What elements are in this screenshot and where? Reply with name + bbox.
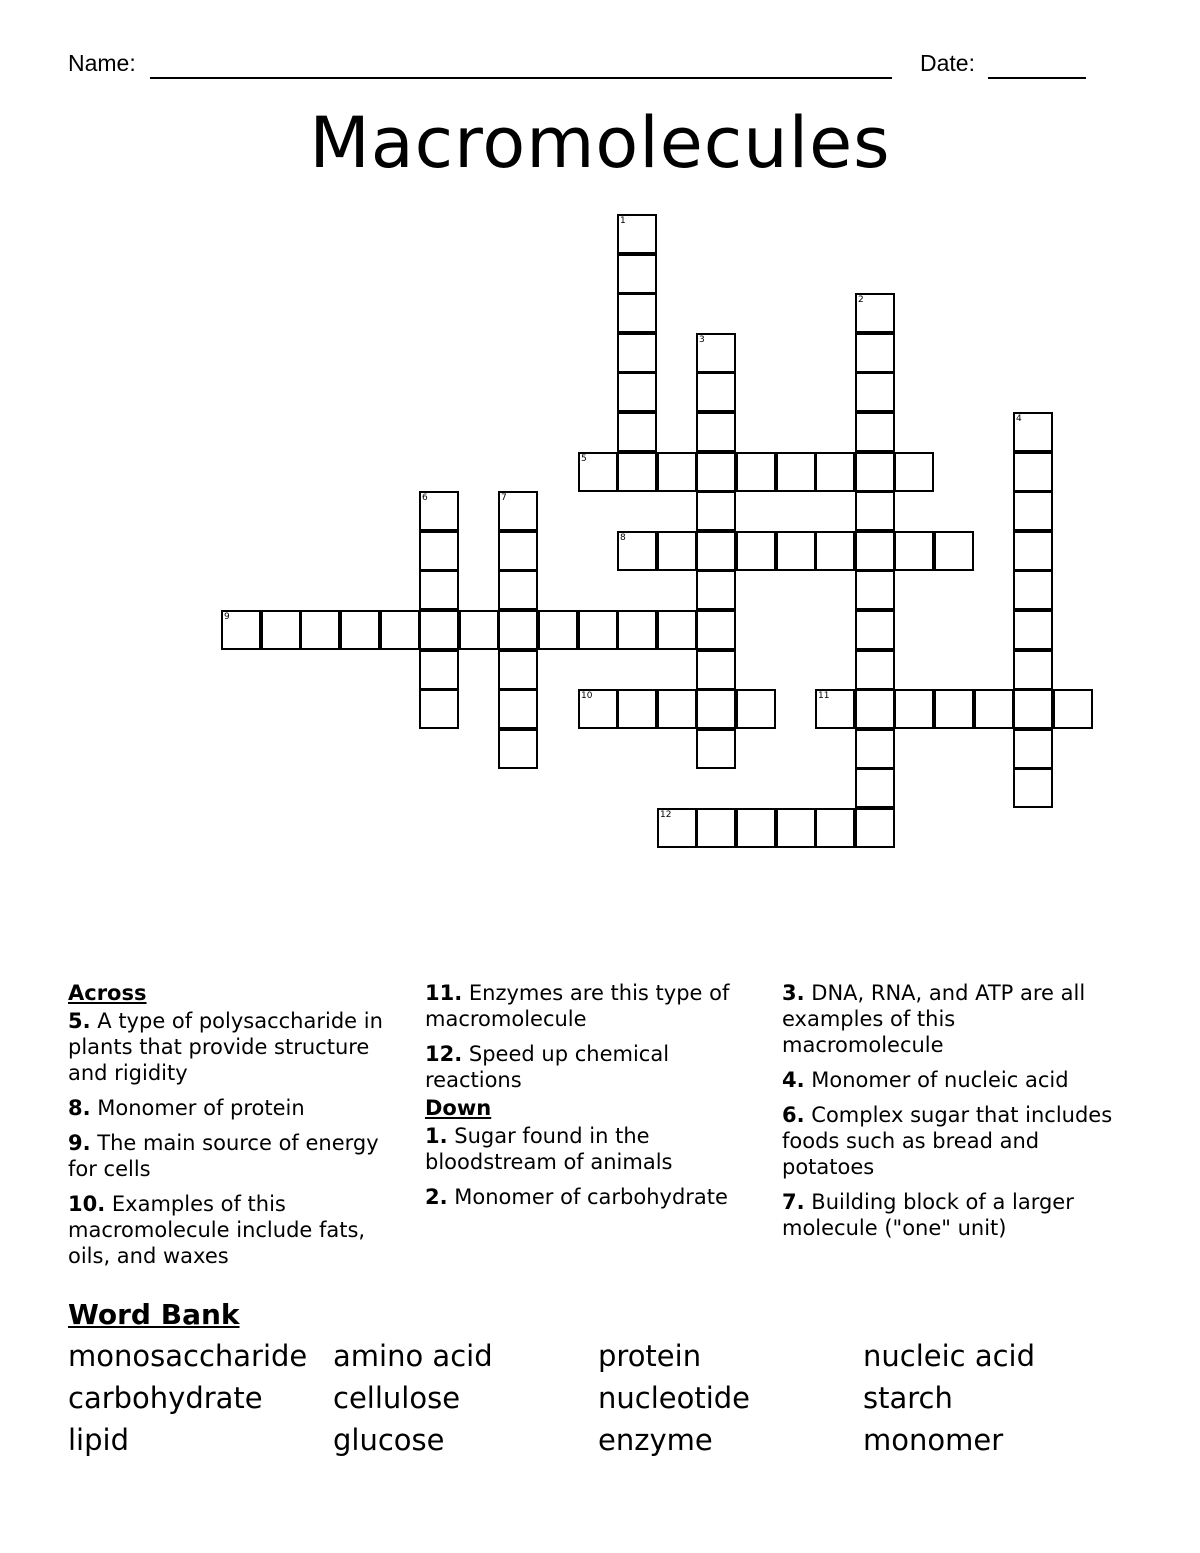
word-bank-list	[68, 1339, 1128, 1457]
crossword-cell[interactable]	[855, 531, 895, 571]
name-field[interactable]	[150, 77, 892, 79]
crossword-cell[interactable]	[736, 808, 776, 848]
clue-across-11: 11. Enzymes are this type of macromolecule	[425, 981, 730, 1031]
crossword-cell[interactable]	[498, 689, 538, 729]
crossword-cell[interactable]	[459, 610, 499, 650]
name-label: Name:	[68, 50, 136, 76]
crossword-cell[interactable]	[419, 650, 459, 690]
word-bank-item: amino acid	[333, 1339, 493, 1373]
cell-number: 2	[858, 295, 864, 305]
crossword-cell[interactable]	[1013, 412, 1053, 452]
crossword-cell[interactable]	[1053, 689, 1093, 729]
word-bank-item: glucose	[333, 1423, 445, 1457]
crossword-cell[interactable]	[617, 610, 657, 650]
crossword-cell[interactable]	[696, 372, 736, 412]
crossword-cell[interactable]	[855, 808, 895, 848]
crossword-cell[interactable]	[736, 531, 776, 571]
crossword-cell[interactable]	[894, 531, 934, 571]
crossword-cell[interactable]	[419, 491, 459, 531]
crossword-cell[interactable]	[815, 452, 855, 492]
cell-number: 12	[660, 810, 672, 820]
crossword-cell[interactable]	[657, 808, 697, 848]
clue-column-1	[68, 980, 408, 1278]
word-bank-item: starch	[863, 1381, 953, 1415]
cell-number: 10	[581, 691, 593, 701]
word-bank-item: nucleotide	[598, 1381, 751, 1415]
crossword-cell[interactable]	[617, 452, 657, 492]
crossword-cell[interactable]	[1013, 768, 1053, 808]
crossword-cell[interactable]	[696, 333, 736, 373]
crossword-cell[interactable]	[498, 729, 538, 769]
clue-down-1: 1. Sugar found in the bloodstream of animals	[425, 1124, 673, 1174]
crossword-cell[interactable]	[617, 372, 657, 412]
crossword-cell[interactable]	[657, 689, 697, 729]
word-bank-item: monosaccharide	[68, 1339, 308, 1373]
crossword-cell[interactable]	[261, 610, 301, 650]
crossword-cell[interactable]	[855, 452, 895, 492]
crossword-cell[interactable]	[340, 610, 380, 650]
clue-across-9: 9. The main source of energy for cells	[68, 1131, 379, 1181]
crossword-cell[interactable]	[696, 452, 736, 492]
clue-across-12: 12. Speed up chemical reactions	[425, 1042, 670, 1092]
crossword-cell[interactable]	[380, 610, 420, 650]
crossword-cell[interactable]	[657, 610, 697, 650]
crossword-cell[interactable]	[498, 531, 538, 571]
crossword-cell[interactable]	[578, 452, 618, 492]
crossword-cell[interactable]	[419, 689, 459, 729]
crossword-cell[interactable]	[696, 729, 736, 769]
crossword-cell[interactable]	[617, 689, 657, 729]
word-bank-item: carbohydrate	[68, 1381, 263, 1415]
crossword-cell[interactable]	[776, 531, 816, 571]
word-bank-item: enzyme	[598, 1423, 713, 1457]
cell-number: 6	[422, 493, 428, 503]
clue-across-8: 8. Monomer of protein	[68, 1096, 305, 1120]
cell-number: 5	[581, 454, 587, 464]
cell-number: 3	[699, 335, 705, 345]
crossword-cell[interactable]	[617, 254, 657, 294]
crossword-cell[interactable]	[538, 610, 578, 650]
crossword-cell[interactable]	[855, 650, 895, 690]
crossword-cell[interactable]	[498, 610, 538, 650]
crossword-cell[interactable]	[617, 531, 657, 571]
down-heading: Down	[425, 1096, 492, 1120]
crossword-cell[interactable]	[776, 452, 816, 492]
clue-down-6: 6. Complex sugar that includes foods such as bread and potatoes	[782, 1103, 1113, 1179]
word-bank-item: nucleic acid	[863, 1339, 1036, 1373]
crossword-cell[interactable]	[815, 689, 855, 729]
crossword-cell[interactable]	[934, 689, 974, 729]
clue-down-7: 7. Building block of a larger molecule ("one" unit)	[782, 1190, 1074, 1240]
clue-across-10: 10. Examples of this macromolecule include fats, oils, and waxes	[68, 1192, 366, 1268]
crossword-cell[interactable]	[894, 689, 934, 729]
word-bank-item: lipid	[68, 1423, 129, 1457]
crossword-cell[interactable]	[855, 372, 895, 412]
crossword-cell[interactable]	[696, 570, 736, 610]
crossword-cell[interactable]	[617, 293, 657, 333]
crossword-cell[interactable]	[1013, 650, 1053, 690]
crossword-cell[interactable]	[498, 570, 538, 610]
crossword-cell[interactable]	[578, 689, 618, 729]
clue-down-4: 4. Monomer of nucleic acid	[782, 1068, 1069, 1092]
crossword-cell[interactable]	[855, 333, 895, 373]
crossword-cell[interactable]	[974, 689, 1014, 729]
crossword-cell[interactable]	[1013, 531, 1053, 571]
crossword-cell[interactable]	[696, 808, 736, 848]
crossword-cell[interactable]	[617, 333, 657, 373]
cell-number: 1	[620, 216, 626, 226]
crossword-cell[interactable]	[855, 729, 895, 769]
crossword-cell[interactable]	[855, 768, 895, 808]
header-row	[68, 50, 1088, 84]
crossword-cell[interactable]	[696, 491, 736, 531]
cell-number: 11	[818, 691, 830, 701]
across-heading: Across	[68, 981, 147, 1005]
crossword-cell[interactable]	[696, 412, 736, 452]
word-bank	[68, 1298, 1128, 1457]
cell-number: 9	[224, 612, 230, 622]
crossword-cell[interactable]	[696, 610, 736, 650]
cell-number: 8	[620, 533, 626, 543]
crossword-cell[interactable]	[776, 808, 816, 848]
crossword-cell[interactable]	[815, 808, 855, 848]
crossword-cell[interactable]	[1013, 729, 1053, 769]
crossword-cell[interactable]	[696, 531, 736, 571]
crossword-cell[interactable]	[1013, 491, 1053, 531]
crossword-cell[interactable]	[617, 412, 657, 452]
word-bank-item: monomer	[863, 1423, 1004, 1457]
clue-column-2	[425, 980, 765, 1219]
crossword-cell[interactable]	[855, 491, 895, 531]
crossword-cell[interactable]	[815, 531, 855, 571]
crossword-cell[interactable]	[498, 491, 538, 531]
crossword-cell[interactable]	[736, 452, 776, 492]
crossword-cell[interactable]	[855, 689, 895, 729]
crossword-cell[interactable]	[419, 610, 459, 650]
crossword-cell[interactable]	[855, 610, 895, 650]
crossword-cell[interactable]	[578, 610, 618, 650]
crossword-cell[interactable]	[696, 650, 736, 690]
word-bank-item: cellulose	[333, 1381, 461, 1415]
crossword-cell[interactable]	[657, 452, 697, 492]
cell-number: 7	[501, 493, 507, 503]
crossword-cell[interactable]	[855, 412, 895, 452]
crossword-cell[interactable]	[696, 689, 736, 729]
clue-across-5: 5. A type of polysaccharide in plants that provide structure and rigidity	[68, 1009, 383, 1085]
clue-down-2: 2. Monomer of carbohydrate	[425, 1185, 728, 1209]
page-title: Macromolecules	[309, 102, 891, 184]
clue-down-3: 3. DNA, RNA, and ATP are all examples of this macromolecule	[782, 981, 1086, 1057]
crossword-cell[interactable]	[657, 531, 697, 571]
clue-column-3	[782, 980, 1122, 1250]
crossword-cell[interactable]	[855, 570, 895, 610]
crossword-cell[interactable]	[617, 214, 657, 254]
crossword-cell[interactable]	[736, 689, 776, 729]
crossword-cell[interactable]	[419, 531, 459, 571]
word-bank-item: protein	[598, 1339, 702, 1373]
date-field[interactable]	[988, 77, 1086, 79]
crossword-cell[interactable]	[300, 610, 340, 650]
crossword-cell[interactable]	[894, 452, 934, 492]
crossword-cell[interactable]	[498, 650, 538, 690]
crossword-cell[interactable]	[1013, 570, 1053, 610]
crossword-cell[interactable]	[1013, 452, 1053, 492]
crossword-cell[interactable]	[855, 293, 895, 333]
crossword-cell[interactable]	[419, 570, 459, 610]
cell-number: 4	[1016, 414, 1022, 424]
crossword-cell[interactable]	[1013, 689, 1053, 729]
word-bank-title: Word Bank	[68, 1298, 240, 1331]
crossword-cell[interactable]	[221, 610, 261, 650]
crossword-cell[interactable]	[934, 531, 974, 571]
crossword-cell[interactable]	[1013, 610, 1053, 650]
date-label: Date:	[920, 50, 975, 76]
